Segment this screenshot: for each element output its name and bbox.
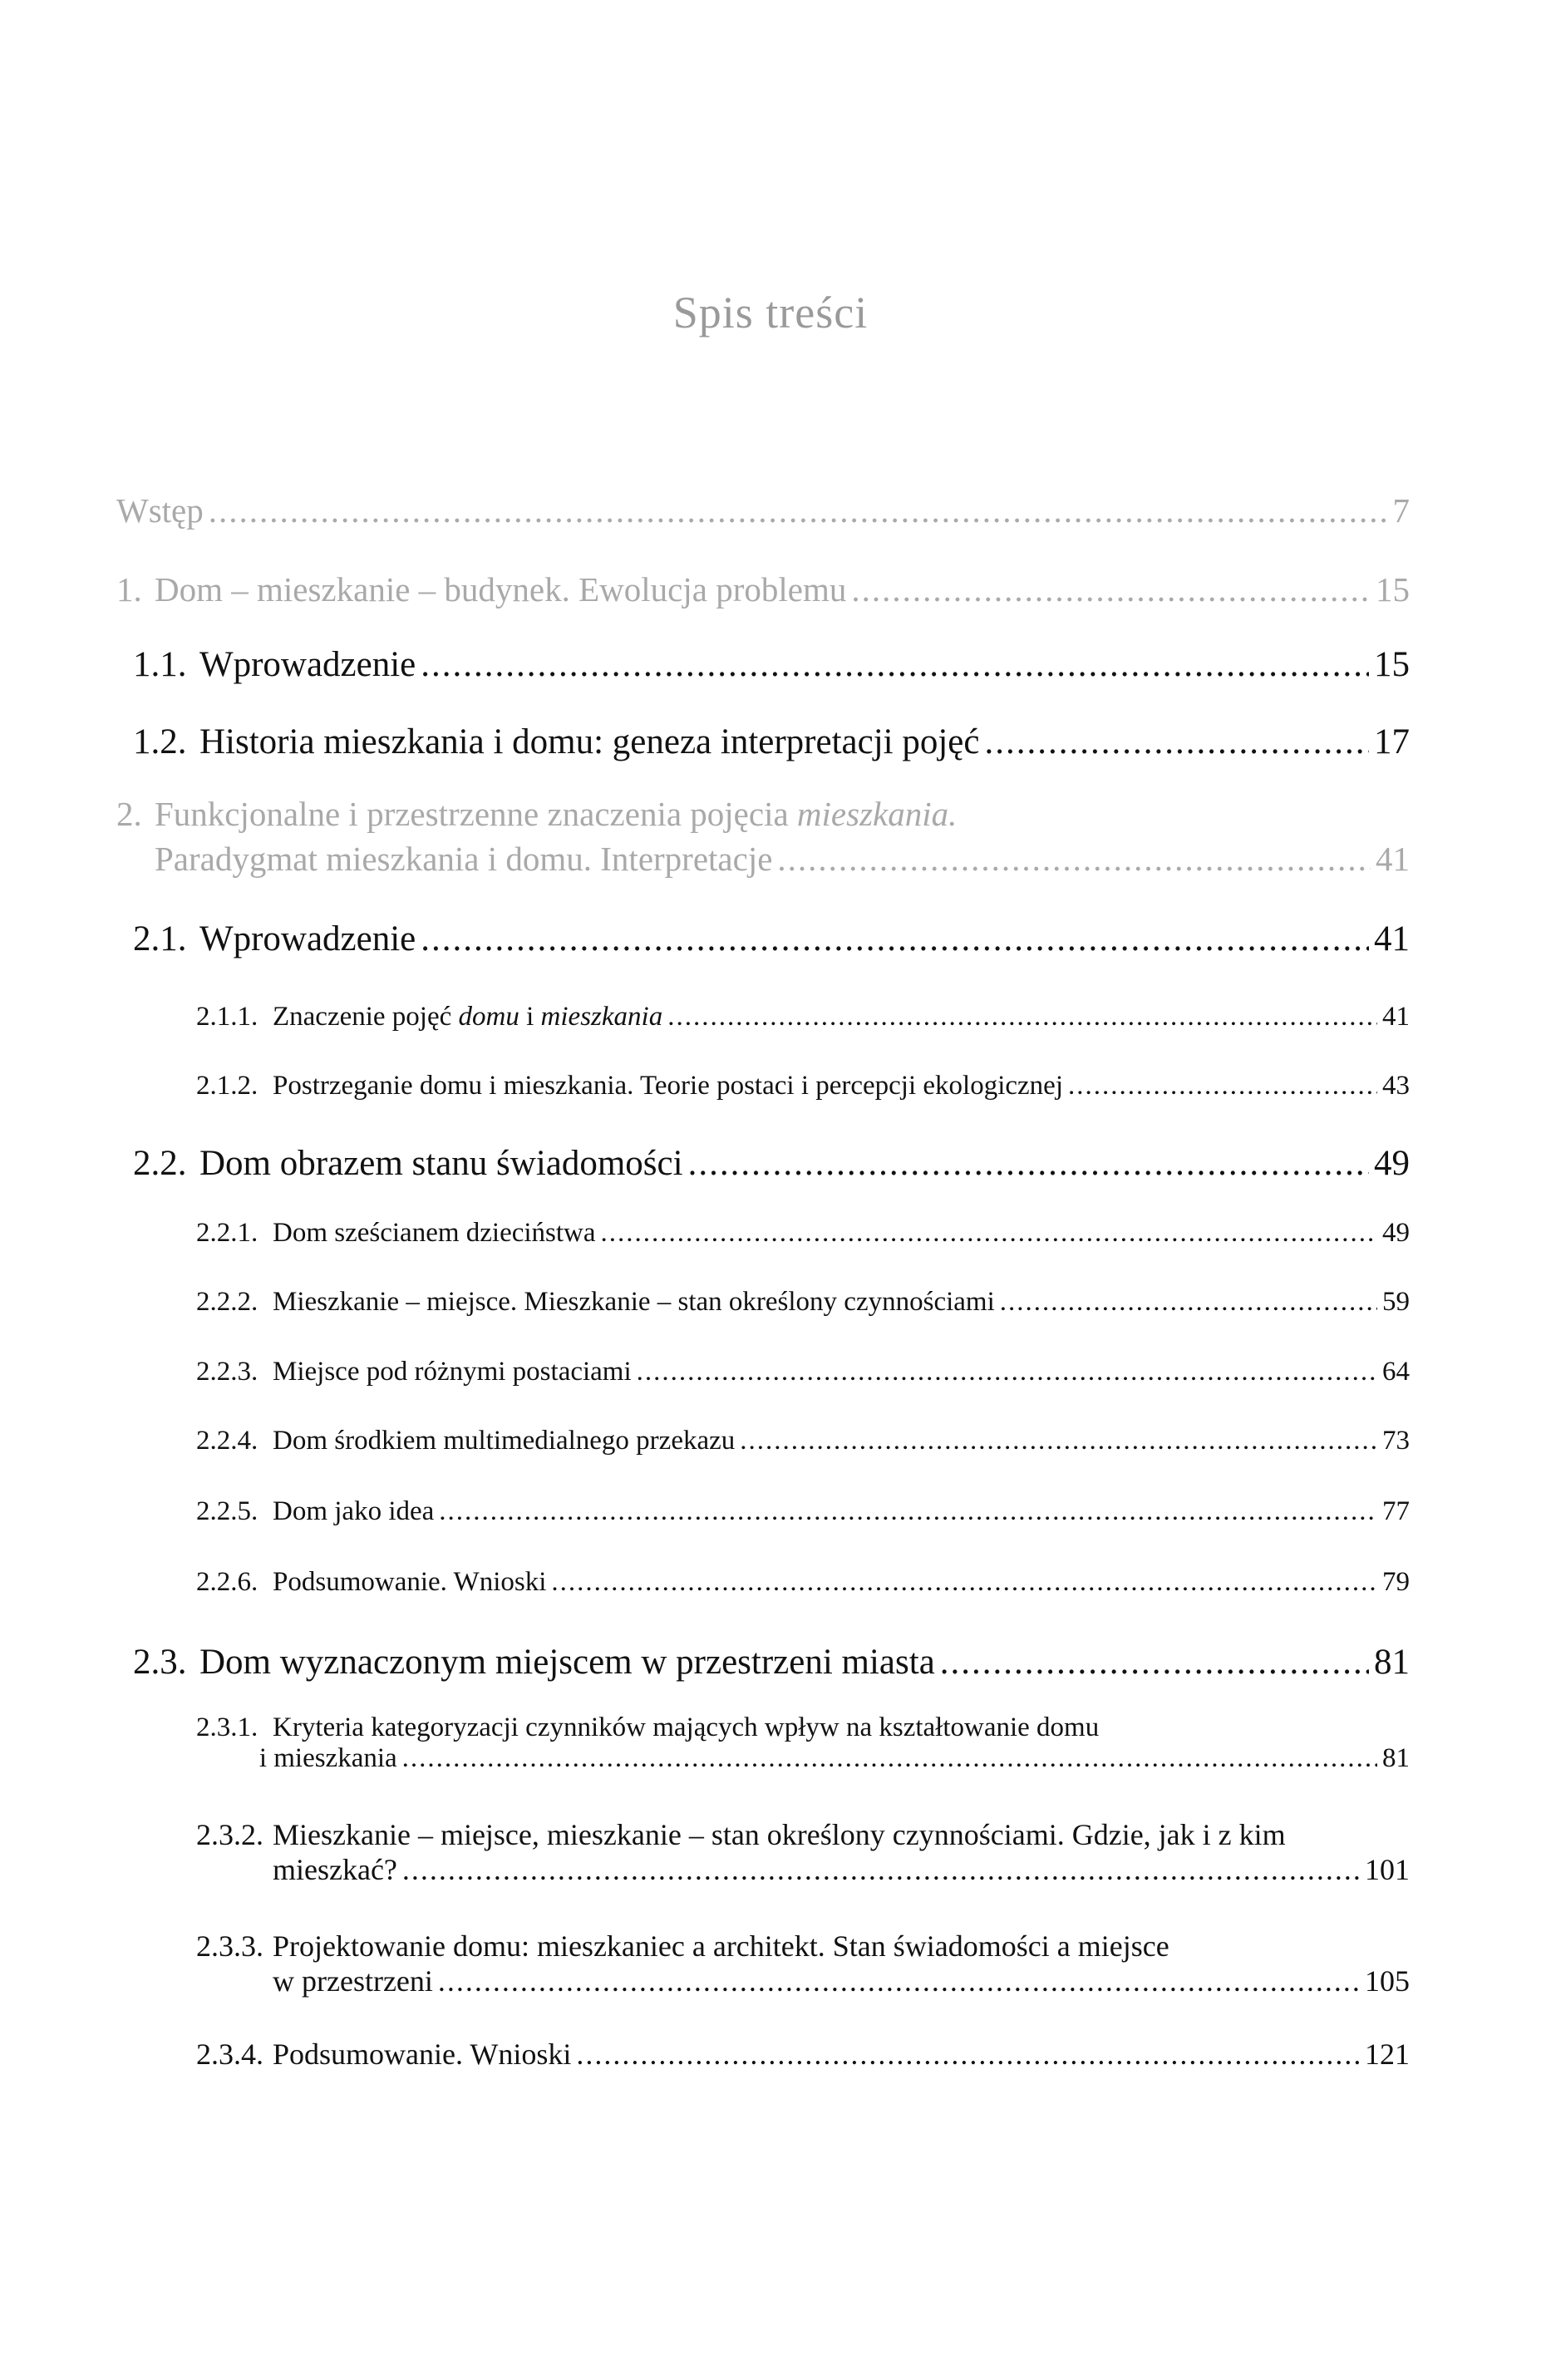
dot-leader xyxy=(421,919,1369,959)
toc-title-part-italic: domu xyxy=(458,1002,519,1032)
toc-number: 2.3.2. xyxy=(196,1818,263,1851)
dot-leader xyxy=(402,1743,1377,1774)
toc-entry-title-italic: mieszkania. xyxy=(796,795,958,833)
dot-leader xyxy=(777,839,1371,879)
toc-entry-line-1 xyxy=(116,794,1410,834)
toc-title-part: Znaczenie pojęć xyxy=(273,1002,459,1032)
toc-entry-title: Postrzeganie domu i mieszkania. Teorie postaci i percepcji ekologicznej xyxy=(273,1071,1063,1101)
toc-title-part: i xyxy=(519,1002,541,1032)
toc-number: 2.1.2. xyxy=(196,1071,258,1101)
dot-leader xyxy=(421,644,1369,685)
toc-entry-title: Kryteria kategoryzacji czynników mających wpływ na kształtowanie domu xyxy=(273,1712,1100,1742)
toc-entry-chapter-2 xyxy=(116,794,1410,879)
dot-leader xyxy=(688,1143,1369,1184)
toc-page-number: 17 xyxy=(1374,722,1410,761)
toc-entry-title: Wprowadzenie xyxy=(199,645,416,684)
toc-number: 2.1.1. xyxy=(196,1002,258,1032)
toc-entry-2-2-6 xyxy=(196,1567,1410,1598)
toc-entry-2-1 xyxy=(133,919,1410,959)
toc-entry-title: mieszkać? xyxy=(273,1853,397,1886)
toc-entry-title: Dom wyznaczonym miejscem w przestrzeni miasta xyxy=(199,1643,935,1682)
toc-number: 2.2.5. xyxy=(196,1496,258,1526)
toc-entry-title: Dom środkiem multimedialnego przekazu xyxy=(273,1426,736,1456)
toc-entry-2-3-2 xyxy=(196,1817,1410,1887)
toc-entry-1-1 xyxy=(133,644,1410,685)
toc-page-number: 41 xyxy=(1376,840,1410,878)
dot-leader xyxy=(439,1496,1377,1527)
dot-leader xyxy=(667,1002,1377,1032)
toc-entry-line-2 xyxy=(196,1964,1410,1998)
toc-entry-line-1 xyxy=(196,1929,1410,1964)
toc-entry-wstep xyxy=(116,490,1410,530)
toc-entry-title: Dom jako idea xyxy=(273,1496,435,1526)
dot-leader xyxy=(551,1567,1377,1598)
toc-page-number: 7 xyxy=(1392,491,1410,530)
toc-number: 1.2. xyxy=(133,722,187,761)
toc-page-number: 15 xyxy=(1374,645,1410,684)
toc-entry-title: Projektowanie domu: mieszkaniec a architekt. Stan świadomości a miejsce xyxy=(273,1929,1169,1963)
toc-entry-title: Funkcjonalne i przestrzenne znaczenia pojęcia xyxy=(155,795,797,833)
toc-entry-2-3-3 xyxy=(196,1929,1410,1998)
toc-entry-title: i mieszkania xyxy=(258,1743,397,1773)
toc-entry-2-1-2 xyxy=(196,1071,1410,1101)
toc-entry-line-1 xyxy=(196,1817,1410,1852)
toc-page-number: 101 xyxy=(1365,1853,1410,1886)
toc-page-number: 43 xyxy=(1382,1071,1410,1101)
toc-number: 2.2.4. xyxy=(196,1426,258,1456)
toc-number: 2.3. xyxy=(133,1643,187,1682)
toc-entry-2-2-4 xyxy=(196,1426,1410,1456)
toc-page-number: 59 xyxy=(1382,1287,1410,1317)
toc-page-number: 105 xyxy=(1365,1964,1410,1998)
toc-number: 2.2. xyxy=(133,1144,187,1183)
dot-leader xyxy=(402,1852,1360,1887)
toc-entry-line-2 xyxy=(196,1743,1410,1774)
dot-leader xyxy=(940,1642,1369,1683)
toc-number: 2. xyxy=(116,795,142,833)
toc-page-number: 41 xyxy=(1382,1002,1410,1032)
dot-leader xyxy=(851,569,1371,609)
toc-number: 2.2.3. xyxy=(196,1357,258,1387)
toc-page-number: 121 xyxy=(1365,2038,1410,2071)
toc-entry-title: Historia mieszkania i domu: geneza interpretacji pojęć xyxy=(199,722,980,761)
dot-leader xyxy=(637,1357,1377,1387)
toc-entry-title xyxy=(273,1002,662,1032)
toc-number: 1. xyxy=(116,570,142,609)
dot-leader xyxy=(209,490,1388,530)
toc-number: 2.1. xyxy=(133,919,187,958)
toc-entry-title: Dom – mieszkanie – budynek. Ewolucja problemu xyxy=(155,570,847,609)
toc-entry-line-2 xyxy=(116,839,1410,879)
toc-entry-2-3-1 xyxy=(196,1712,1410,1774)
toc-entry-chapter-1 xyxy=(116,569,1410,609)
toc-entry-2-2 xyxy=(133,1143,1410,1184)
toc-page-number: 73 xyxy=(1382,1426,1410,1456)
dot-leader xyxy=(438,1964,1360,1998)
toc-entry-title: Dom sześcianem dzieciństwa xyxy=(273,1218,596,1248)
toc-entry-2-3 xyxy=(133,1642,1410,1683)
toc-entry-title: Mieszkanie – miejsce. Mieszkanie – stan określony czynnościami xyxy=(273,1287,995,1317)
toc-number: 2.2.1. xyxy=(196,1218,258,1248)
toc-entry-title: Mieszkanie – miejsce, mieszkanie – stan określony czynnościami. Gdzie, jak i z kim xyxy=(273,1818,1286,1851)
toc-entry-title: w przestrzeni xyxy=(273,1964,433,1998)
page-title: Spis treści xyxy=(672,288,869,338)
toc-page-number: 77 xyxy=(1382,1496,1410,1526)
toc-page-number: 81 xyxy=(1382,1743,1410,1773)
toc-title-part-italic: mieszkania xyxy=(540,1002,663,1032)
dot-leader xyxy=(740,1426,1377,1456)
toc-number: 1.1. xyxy=(133,645,187,684)
toc-entry-2-2-3 xyxy=(196,1357,1410,1387)
toc-entry-2-2-5 xyxy=(196,1496,1410,1527)
toc-page-number: 64 xyxy=(1382,1357,1410,1387)
toc-entry-title: Miejsce pod różnymi postaciami xyxy=(273,1357,632,1387)
toc-entry-title: Paradygmat mieszkania i domu. Interpretacje xyxy=(155,840,773,878)
dot-leader xyxy=(984,722,1369,762)
toc-page-number: 49 xyxy=(1374,1144,1410,1183)
toc-entry-2-2-1 xyxy=(196,1218,1410,1249)
toc-entry-title: Dom obrazem stanu świadomości xyxy=(199,1144,683,1183)
toc-number: 2.3.1. xyxy=(196,1712,258,1742)
dot-leader xyxy=(576,2037,1360,2072)
toc-page-number: 79 xyxy=(1382,1567,1410,1597)
toc-entry-title: Podsumowanie. Wnioski xyxy=(273,2038,572,2071)
toc-page-number: 81 xyxy=(1374,1643,1410,1682)
toc-entry-line-2 xyxy=(196,1852,1410,1887)
toc-entry-2-1-1 xyxy=(196,1002,1410,1032)
toc-number: 2.2.2. xyxy=(196,1287,258,1317)
toc-number: 2.2.6. xyxy=(196,1567,258,1597)
toc-number: 2.3.3. xyxy=(196,1929,263,1963)
toc-entry-2-2-2 xyxy=(196,1287,1410,1318)
toc-page-number: 41 xyxy=(1374,919,1410,958)
toc-entry-title: Wstęp xyxy=(116,491,204,530)
dot-leader xyxy=(601,1218,1377,1249)
toc-entry-title: Wprowadzenie xyxy=(199,919,416,958)
toc-entry-2-3-4 xyxy=(196,2037,1410,2072)
toc-entry-line-1 xyxy=(196,1712,1410,1743)
toc-page-number: 15 xyxy=(1376,570,1410,609)
toc-entry-1-2 xyxy=(133,722,1410,762)
dot-leader xyxy=(1068,1071,1377,1101)
toc-number: 2.3.4. xyxy=(196,2038,263,2071)
toc-page-number: 49 xyxy=(1382,1218,1410,1248)
dot-leader xyxy=(1000,1287,1377,1318)
toc-entry-title: Podsumowanie. Wnioski xyxy=(273,1567,547,1597)
